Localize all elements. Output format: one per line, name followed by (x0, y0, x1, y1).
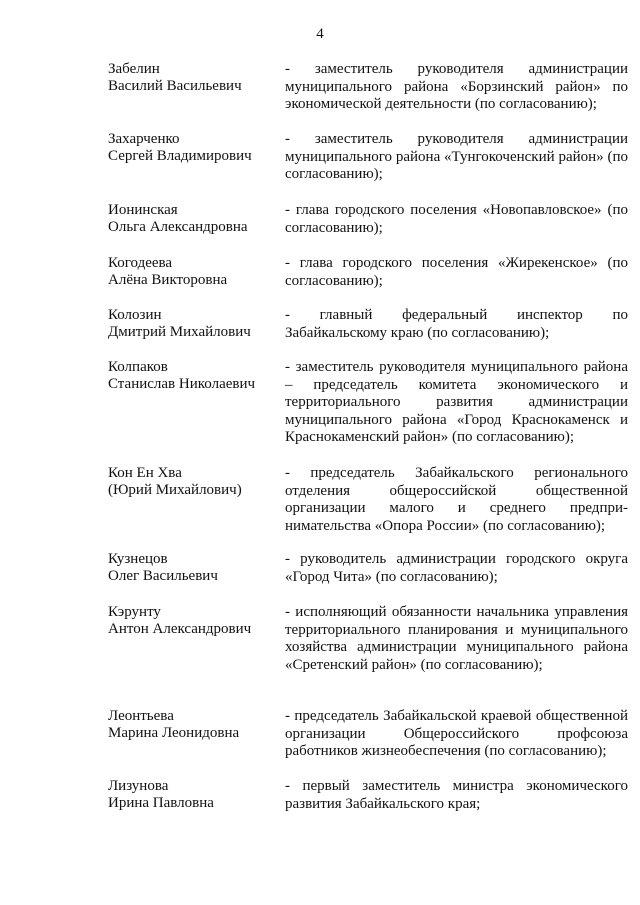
member-surname: Кон Ен Хва (108, 465, 182, 481)
member-given-name: Марина Леонидовна (108, 725, 240, 741)
member-name (108, 61, 285, 95)
member-given-name: Сергей Владимирович (108, 148, 252, 164)
member-entry (108, 708, 628, 778)
member-surname: Лизунова (108, 778, 169, 794)
member-surname: Колозин (108, 307, 162, 323)
member-entry (108, 465, 628, 551)
member-surname: Леонтьева (108, 708, 174, 724)
member-given-name: Ирина Павловна (108, 795, 214, 811)
member-entry (108, 604, 628, 708)
member-role: - глава городского поселения «Новопавловское» (по согласованию); (285, 202, 628, 236)
member-role: - руководитель администрации городского округа «Город Чита» (по согласованию); (285, 551, 628, 585)
member-name (108, 551, 285, 585)
member-name (108, 465, 285, 499)
member-role: - первый заместитель министра экономического развития Забайкальского края; (285, 778, 628, 812)
member-role: - заместитель руководителя администрации муниципального района «Борзинский район» по экономической деятельности (по согласованию); (285, 61, 628, 112)
member-name (108, 307, 285, 341)
member-name (108, 131, 285, 165)
member-surname: Захарченко (108, 131, 180, 147)
member-entry (108, 551, 628, 604)
member-role: - заместитель руководителя администрации муниципального района «Тунгокоченский район» (по согласованию); (285, 131, 628, 182)
member-name (108, 778, 285, 812)
member-given-name: (Юрий Михайлович) (108, 482, 242, 498)
member-entry (108, 255, 628, 307)
member-entry (108, 61, 628, 131)
member-surname: Колпаков (108, 359, 168, 375)
member-given-name: Антон Александрович (108, 621, 252, 637)
member-surname: Когодеева (108, 255, 173, 271)
member-role: - председатель Забайкальского регионального отделения общероссийской общественной организации малого и среднего предпринимательства «Опора России» (по согласованию); (285, 465, 628, 534)
member-role: - председатель Забайкальской краевой общественной организации Общероссийского профсоюза работников жизнеобеспечения (по согласованию); (285, 708, 628, 759)
member-role: - главный федеральный инспектор по Забайкальскому краю (по согласованию); (285, 307, 628, 341)
member-given-name: Станислав Николаевич (108, 376, 256, 392)
member-entry (108, 778, 628, 830)
member-entry (108, 359, 628, 465)
member-list (108, 61, 628, 830)
member-surname: Забелин (108, 61, 160, 77)
member-given-name: Олег Васильевич (108, 568, 218, 584)
member-name (108, 202, 285, 236)
member-surname: Ионинская (108, 202, 178, 218)
member-entry (108, 202, 628, 255)
member-role: - заместитель руководителя муниципального района – председатель комитета экономического и территориального развития администрации муниципального района «Город Краснокаменск и Краснокаменский район» (по согласованию); (285, 359, 628, 445)
member-given-name: Ольга Александровна (108, 219, 248, 235)
member-surname: Кэрунту (108, 604, 161, 620)
member-name (108, 708, 285, 742)
member-surname: Кузнецов (108, 551, 168, 567)
member-name (108, 359, 285, 393)
member-role: - исполняющий обязанности начальника управления территориального планирования и муниципального хозяйства администрации муниципального района «Сретенский район» (по согласованию); (285, 604, 628, 673)
member-entry (108, 307, 628, 359)
member-given-name: Василий Васильевич (108, 78, 242, 94)
member-name (108, 255, 285, 289)
member-name (108, 604, 285, 638)
member-entry (108, 131, 628, 202)
member-given-name: Дмитрий Михайлович (108, 324, 251, 340)
page-number: 4 (316, 26, 324, 42)
member-role: - глава городского поселения «Жирекенское» (по согласованию); (285, 255, 628, 289)
member-given-name: Алёна Викторовна (108, 272, 228, 288)
